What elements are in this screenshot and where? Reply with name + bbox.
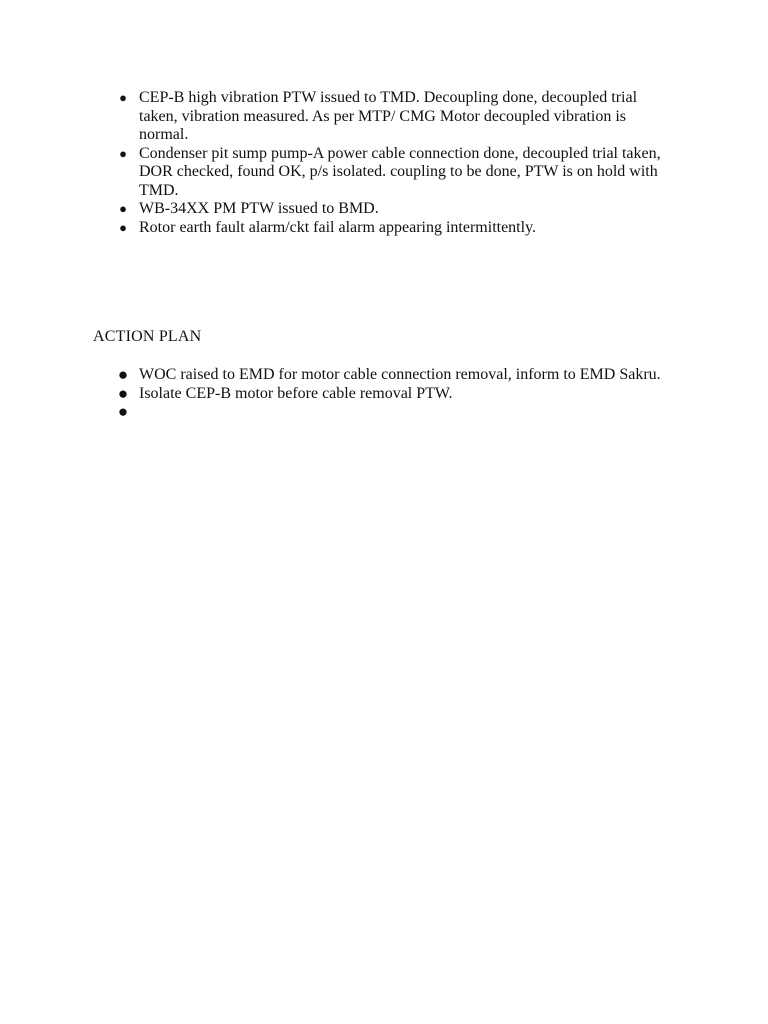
list-item-text: WB-34XX PM PTW issued to BMD. (139, 200, 379, 217)
list-item-text: WOC raised to EMD for motor cable connection removal, inform to EMD Sakru. (139, 366, 661, 383)
list-item (0, 385, 664, 404)
bullet-icon: ● (119, 201, 127, 216)
bullet-icon: ● (119, 145, 127, 161)
list-item-text (139, 403, 143, 420)
list-item (0, 366, 664, 385)
list-item-text: Rotor earth fault alarm/ckt fail alarm appearing intermittently. (139, 218, 537, 236)
list-item (0, 403, 664, 422)
bullet-icon: ● (119, 219, 127, 235)
list-item-text: CEP-B high vibration PTW issued to TMD. Decoupling done, decoupled trial taken, vibration measured. As per MTP/ CMG Motor decoupled vibration is normal. (139, 89, 638, 143)
bullet-icon: ● (119, 90, 127, 105)
list-item-text: Condenser pit sump pump-A power cable connection done, decoupled trial taken, DOR checked, found OK, p/s isolated. coupling to be done, PTW is on hold with TMD. (139, 144, 661, 199)
list-item (0, 219, 664, 238)
list-item (0, 89, 664, 145)
notes-list (0, 89, 768, 237)
list-item (0, 200, 664, 219)
bullet-icon: ● (117, 402, 129, 421)
list-item-text: Isolate CEP-B motor before cable removal PTW. (139, 384, 453, 402)
action-plan-list (0, 366, 768, 422)
bullet-icon: ● (117, 383, 129, 403)
bullet-icon: ● (117, 365, 129, 384)
list-item (0, 145, 664, 201)
action-plan-heading: ACTION PLAN (93, 328, 202, 345)
